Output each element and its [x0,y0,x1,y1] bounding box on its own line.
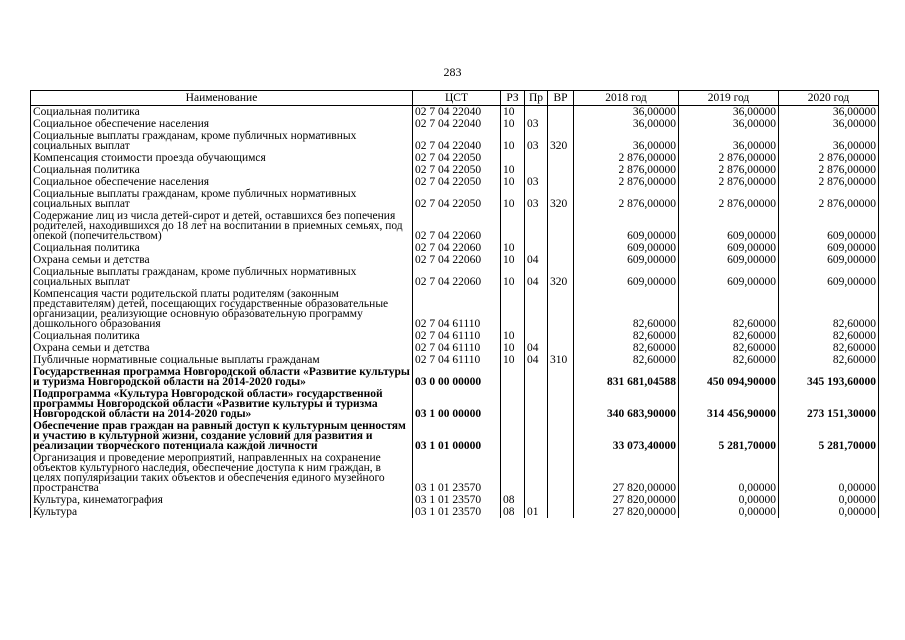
cell-cst: 02 7 04 22060 [413,254,501,266]
cell-name: Социальные выплаты гражданам, кроме публичных нормативных социальных выплат [31,130,413,152]
cell-name: Социальная политика [31,164,413,176]
cell-2018: 82,60000 [574,342,679,354]
cell-cst: 02 7 04 22040 [413,106,501,119]
cell-2018: 27 820,00000 [574,506,679,518]
cell-2018: 609,00000 [574,210,679,242]
table-row [31,152,879,164]
cell-rz: 08 [501,494,525,506]
cell-2019: 36,00000 [679,130,779,152]
cell-cst: 02 7 04 22050 [413,188,501,210]
cell-name: Социальная политика [31,330,413,342]
table-row [31,494,879,506]
cell-cst: 02 7 04 22050 [413,176,501,188]
cell-2019: 36,00000 [679,106,779,119]
cell-2018: 82,60000 [574,354,679,366]
cell-cst: 02 7 04 61110 [413,330,501,342]
cell-pr: 03 [525,188,548,210]
cell-cst: 02 7 04 22050 [413,152,501,164]
cell-rz [501,388,525,420]
cell-2019: 2 876,00000 [679,164,779,176]
cell-rz: 10 [501,330,525,342]
cell-rz [501,420,525,452]
cell-name: Государственная программа Новгородской области «Развитие культуры и туризма Новгородской области на 2014-2020 годы» [31,366,413,388]
cell-pr: 03 [525,176,548,188]
cell-vr [548,288,574,330]
cell-2020: 609,00000 [779,242,879,254]
cell-name: Социальное обеспечение населения [31,118,413,130]
cell-2020: 0,00000 [779,506,879,518]
cell-2018: 2 876,00000 [574,164,679,176]
cell-vr: 320 [548,266,574,288]
cell-2019: 0,00000 [679,494,779,506]
cell-pr: 04 [525,266,548,288]
header-rz: РЗ [501,91,525,106]
table-row [31,388,879,420]
page-number: 283 [443,65,462,79]
cell-vr [548,254,574,266]
cell-vr [548,388,574,420]
header-cst: ЦСТ [413,91,501,106]
cell-2020: 0,00000 [779,494,879,506]
cell-rz: 10 [501,176,525,188]
cell-2018: 36,00000 [574,118,679,130]
table-row [31,506,879,518]
cell-cst: 02 7 04 22060 [413,242,501,254]
cell-2020: 0,00000 [779,452,879,494]
cell-2020: 82,60000 [779,330,879,342]
cell-vr [548,118,574,130]
cell-name: Публичные нормативные социальные выплаты гражданам [31,354,413,366]
cell-pr [525,452,548,494]
cell-rz: 10 [501,342,525,354]
table-row [31,242,879,254]
cell-rz: 10 [501,118,525,130]
table-row [31,330,879,342]
cell-vr [548,176,574,188]
cell-2020: 609,00000 [779,254,879,266]
cell-rz: 10 [501,164,525,176]
cell-rz [501,288,525,330]
cell-2019: 314 456,90000 [679,388,779,420]
cell-name: Социальная политика [31,242,413,254]
cell-name: Компенсация стоимости проезда обучающимся [31,152,413,164]
cell-name: Социальные выплаты гражданам, кроме публичных нормативных социальных выплат [31,266,413,288]
table-row [31,188,879,210]
table-row [31,164,879,176]
cell-vr [548,366,574,388]
cell-2019: 82,60000 [679,354,779,366]
cell-pr [525,210,548,242]
cell-2019: 2 876,00000 [679,152,779,164]
cell-rz: 10 [501,266,525,288]
cell-2020: 36,00000 [779,130,879,152]
cell-pr [525,152,548,164]
table-row [31,176,879,188]
cell-2019: 0,00000 [679,506,779,518]
cell-rz [501,210,525,242]
cell-pr [525,366,548,388]
cell-vr [548,330,574,342]
cell-2019: 609,00000 [679,254,779,266]
cell-pr [525,242,548,254]
cell-cst: 02 7 04 61110 [413,354,501,366]
cell-name: Охрана семьи и детства [31,342,413,354]
cell-rz [501,366,525,388]
cell-2019: 450 094,90000 [679,366,779,388]
cell-pr [525,106,548,119]
cell-rz: 10 [501,188,525,210]
cell-2020: 2 876,00000 [779,188,879,210]
cell-vr [548,152,574,164]
cell-pr [525,164,548,176]
cell-vr [548,210,574,242]
table-body [31,106,879,519]
cell-cst: 03 0 00 00000 [413,366,501,388]
cell-rz [501,452,525,494]
table-row [31,130,879,152]
cell-2018: 609,00000 [574,254,679,266]
cell-vr [548,494,574,506]
cell-pr [525,420,548,452]
cell-cst: 03 1 00 00000 [413,388,501,420]
cell-pr: 04 [525,354,548,366]
cell-2020: 36,00000 [779,106,879,119]
cell-2020: 2 876,00000 [779,176,879,188]
cell-cst: 03 1 01 00000 [413,420,501,452]
cell-name: Подпрограмма «Культура Новгородской области» государственной программы Новгородской области «Развитие культуры и туризма Новгородской области на 2014-2020 годы» [31,388,413,420]
cell-pr [525,494,548,506]
cell-vr: 310 [548,354,574,366]
cell-2018: 27 820,00000 [574,452,679,494]
header-pr: Пр [525,91,548,106]
cell-name: Организация и проведение мероприятий, направленных на сохранение объектов культурного наследия, обеспечение доступа к ним граждан, в целях популяризации таких объектов и обеспечения единого музейного пространства [31,452,413,494]
cell-2018: 2 876,00000 [574,188,679,210]
header-2018: 2018 год [574,91,679,106]
cell-2018: 2 876,00000 [574,152,679,164]
cell-pr [525,288,548,330]
cell-rz: 10 [501,130,525,152]
cell-2020: 609,00000 [779,266,879,288]
cell-cst: 02 7 04 22060 [413,266,501,288]
cell-vr [548,242,574,254]
cell-2018: 82,60000 [574,330,679,342]
cell-cst: 02 7 04 61110 [413,342,501,354]
table-row [31,452,879,494]
cell-2020: 2 876,00000 [779,164,879,176]
cell-vr [548,164,574,176]
cell-pr: 03 [525,118,548,130]
table-row [31,266,879,288]
cell-vr: 320 [548,188,574,210]
header-name: Наименование [31,91,413,106]
cell-name: Культура [31,506,413,518]
table-header-row [31,91,879,106]
cell-cst: 02 7 04 61110 [413,288,501,330]
cell-rz: 08 [501,506,525,518]
header-2019: 2019 год [679,91,779,106]
cell-vr [548,342,574,354]
cell-name: Социальные выплаты гражданам, кроме публичных нормативных социальных выплат [31,188,413,210]
cell-vr: 320 [548,130,574,152]
cell-name: Содержание лиц из числа детей-сирот и детей, оставшихся без попечения родителей, находившихся до 18 лет на воспитании в приемных семьях, под опекой (попечительством) [31,210,413,242]
cell-vr [548,420,574,452]
cell-2019: 609,00000 [679,266,779,288]
table-row [31,118,879,130]
cell-2020: 82,60000 [779,354,879,366]
cell-pr: 04 [525,342,548,354]
cell-name: Компенсация части родительской платы родителям (законным представителям) детей, посещающих государственные образовательные организации, реализующие основную образовательную программу дошкольного образования [31,288,413,330]
cell-cst: 03 1 01 23570 [413,506,501,518]
cell-2020: 82,60000 [779,288,879,330]
table-row [31,366,879,388]
cell-rz [501,152,525,164]
cell-cst: 02 7 04 22040 [413,118,501,130]
cell-2019: 5 281,70000 [679,420,779,452]
header-vr: ВР [548,91,574,106]
cell-2018: 33 073,40000 [574,420,679,452]
cell-vr [548,106,574,119]
cell-2018: 609,00000 [574,242,679,254]
table-row [31,354,879,366]
cell-2018: 831 681,04588 [574,366,679,388]
table-row [31,342,879,354]
cell-cst: 02 7 04 22050 [413,164,501,176]
cell-2018: 36,00000 [574,106,679,119]
cell-pr [525,330,548,342]
cell-2020: 345 193,60000 [779,366,879,388]
cell-2019: 82,60000 [679,330,779,342]
cell-2020: 609,00000 [779,210,879,242]
table-row [31,210,879,242]
cell-name: Культура, кинематография [31,494,413,506]
cell-2020: 82,60000 [779,342,879,354]
cell-pr: 01 [525,506,548,518]
cell-2019: 609,00000 [679,242,779,254]
budget-table [30,90,879,518]
cell-2019: 2 876,00000 [679,176,779,188]
cell-2019: 82,60000 [679,342,779,354]
table-row [31,420,879,452]
cell-cst: 02 7 04 22040 [413,130,501,152]
header-2020: 2020 год [779,91,879,106]
cell-2019: 609,00000 [679,210,779,242]
cell-pr [525,388,548,420]
cell-rz: 10 [501,354,525,366]
cell-cst: 02 7 04 22060 [413,210,501,242]
cell-name: Охрана семьи и детства [31,254,413,266]
cell-name: Обеспечение прав граждан на равный доступ к культурным ценностям и участию в культурной жизни, создание условий для развития и реализации творческого потенциала каждой личности [31,420,413,452]
cell-2020: 273 151,30000 [779,388,879,420]
cell-2018: 27 820,00000 [574,494,679,506]
cell-vr [548,452,574,494]
cell-rz: 10 [501,254,525,266]
table-row [31,288,879,330]
cell-2018: 2 876,00000 [574,176,679,188]
cell-2019: 0,00000 [679,452,779,494]
cell-cst: 03 1 01 23570 [413,452,501,494]
cell-rz: 10 [501,106,525,119]
cell-cst: 03 1 01 23570 [413,494,501,506]
cell-2020: 36,00000 [779,118,879,130]
cell-name: Социальное обеспечение населения [31,176,413,188]
cell-pr: 04 [525,254,548,266]
cell-2019: 82,60000 [679,288,779,330]
cell-rz: 10 [501,242,525,254]
cell-pr: 03 [525,130,548,152]
cell-2019: 36,00000 [679,118,779,130]
cell-2019: 2 876,00000 [679,188,779,210]
cell-2018: 36,00000 [574,130,679,152]
cell-name: Социальная политика [31,106,413,119]
cell-2020: 2 876,00000 [779,152,879,164]
table-row [31,106,879,119]
cell-2018: 609,00000 [574,266,679,288]
cell-2018: 82,60000 [574,288,679,330]
cell-2018: 340 683,90000 [574,388,679,420]
cell-vr [548,506,574,518]
table-row [31,254,879,266]
cell-2020: 5 281,70000 [779,420,879,452]
